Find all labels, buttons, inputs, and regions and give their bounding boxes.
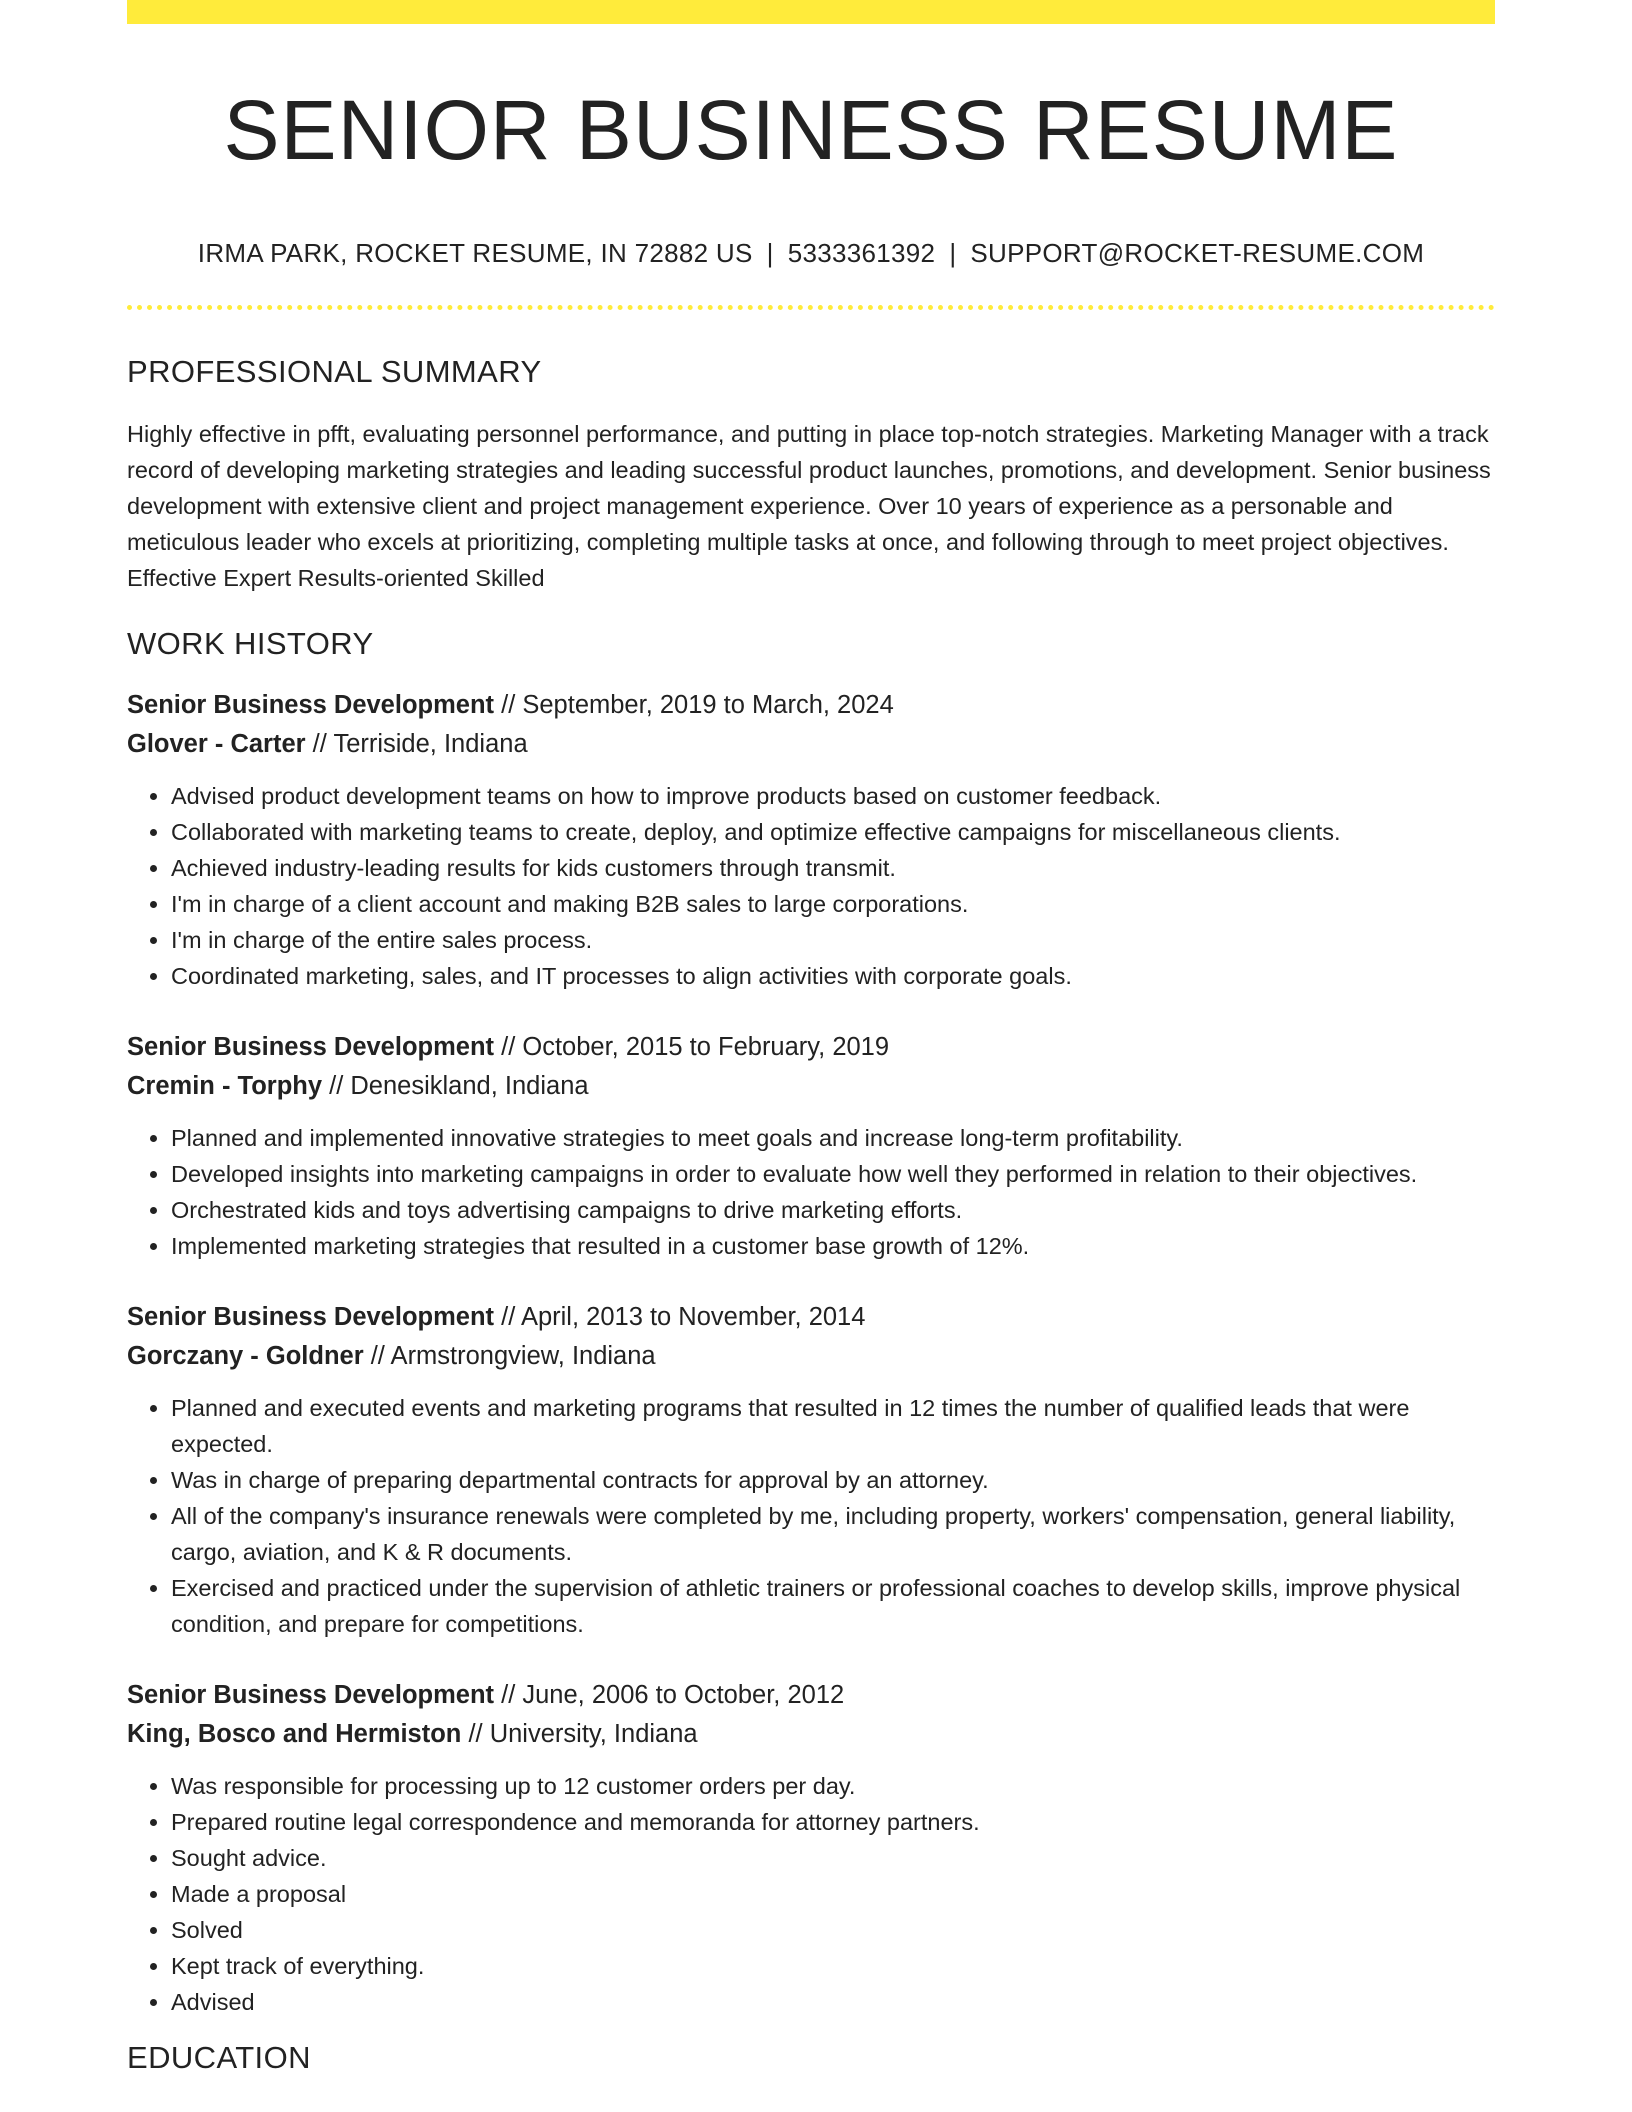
job-bullet-item: • Advised (171, 1984, 1495, 2020)
job-bullet-item: • Achieved industry-leading results for kids customers through transmit. (171, 850, 1495, 886)
contact-separator: | (766, 238, 774, 268)
job-dates: // September, 2019 to March, 2024 (494, 691, 894, 719)
dotted-divider (127, 305, 1495, 310)
contact-separator: | (949, 238, 957, 268)
job-company: Cremin - Torphy (127, 1072, 323, 1100)
job-entry (127, 686, 1495, 994)
job-bullet-item: • Made a proposal (171, 1876, 1495, 1912)
work-history-list (127, 686, 1495, 2020)
contact-line (127, 238, 1495, 269)
job-entry (127, 1676, 1495, 2020)
job-bullets (127, 1120, 1495, 1264)
contact-address: IRMA PARK, ROCKET RESUME, IN 72882 US (197, 238, 753, 268)
job-company: Gorczany - Goldner (127, 1342, 364, 1370)
job-bullet-item: • Developed insights into marketing campaigns in order to evaluate how well they performed in relation to their objectives. (171, 1156, 1495, 1192)
job-bullet-item: • I'm in charge of a client account and making B2B sales to large corporations. (171, 886, 1495, 922)
job-bullet-item: • Orchestrated kids and toys advertising campaigns to drive marketing efforts. (171, 1192, 1495, 1228)
job-title-line (127, 1028, 1495, 1067)
summary-heading: PROFESSIONAL SUMMARY (127, 354, 542, 389)
job-bullet-item: • Advised product development teams on how to improve products based on customer feedback. (171, 778, 1495, 814)
contact-email: SUPPORT@ROCKET-RESUME.COM (970, 238, 1425, 268)
job-bullet-item: • All of the company's insurance renewals were completed by me, including property, workers' compensation, general liability, cargo, aviation, and K & R documents. (171, 1498, 1495, 1570)
job-bullets (127, 1768, 1495, 2020)
job-entry (127, 1028, 1495, 1264)
resume-title: SENIOR BUSINESS RESUME (223, 83, 1399, 177)
job-bullet-item: • Sought advice. (171, 1840, 1495, 1876)
job-bullet-item: • Planned and executed events and marketing programs that resulted in 12 times the number of qualified leads that were expected. (171, 1390, 1495, 1462)
job-bullet-item: • Planned and implemented innovative strategies to meet goals and increase long-term profitability. (171, 1120, 1495, 1156)
job-company: King, Bosco and Hermiston (127, 1720, 462, 1748)
job-bullet-item: • Implemented marketing strategies that resulted in a customer base growth of 12%. (171, 1228, 1495, 1264)
job-location: // Denesikland, Indiana (322, 1072, 589, 1100)
job-company-line (127, 1067, 1495, 1106)
job-bullets (127, 778, 1495, 994)
job-bullets (127, 1390, 1495, 1642)
job-bullet-item: • Collaborated with marketing teams to create, deploy, and optimize effective campaigns for miscellaneous clients. (171, 814, 1495, 850)
job-location: // Armstrongview, Indiana (363, 1342, 656, 1370)
job-bullet-item: • Prepared routine legal correspondence and memoranda for attorney partners. (171, 1804, 1495, 1840)
job-company-line (127, 1715, 1495, 1754)
job-company: Glover - Carter (127, 730, 306, 758)
work-history-heading: WORK HISTORY (127, 626, 374, 661)
job-bullet-item: • Was in charge of preparing departmental contracts for approval by an attorney. (171, 1462, 1495, 1498)
job-bullet-item: • I'm in charge of the entire sales process. (171, 922, 1495, 958)
job-bullet-item: • Was responsible for processing up to 12 customer orders per day. (171, 1768, 1495, 1804)
job-title-line (127, 1676, 1495, 1715)
job-entry (127, 1298, 1495, 1642)
job-company-line (127, 725, 1495, 764)
job-bullet-item: • Kept track of everything. (171, 1948, 1495, 1984)
education-heading: EDUCATION (127, 2040, 311, 2075)
job-bullet-item: • Solved (171, 1912, 1495, 1948)
job-position: Senior Business Development (127, 1681, 495, 1709)
job-position: Senior Business Development (127, 1033, 495, 1061)
job-title-line (127, 686, 1495, 725)
accent-top-bar (127, 0, 1495, 24)
job-location: // Terriside, Indiana (305, 730, 528, 758)
summary-text: Highly effective in pfft, evaluating personnel performance, and putting in place top-notch strategies. Marketing Manager with a track record of developing marketing strategies and leading successful product launches, promotions, and development. Senior business development with extensive client and project management experience. Over 10 years of experience as a personable and meticulous leader who excels at prioritizing, completing multiple tasks at once, and following through to meet project objectives. Effective Expert Results-oriented Skilled (127, 421, 1491, 591)
job-title-line (127, 1298, 1495, 1337)
job-bullet-item: • Exercised and practiced under the supervision of athletic trainers or professional coaches to develop skills, improve physical condition, and prepare for competitions. (171, 1570, 1495, 1642)
job-position: Senior Business Development (127, 1303, 495, 1331)
job-dates: // June, 2006 to October, 2012 (494, 1681, 845, 1709)
job-dates: // April, 2013 to November, 2014 (494, 1303, 866, 1331)
job-position: Senior Business Development (127, 691, 495, 719)
job-company-line (127, 1337, 1495, 1376)
resume-page (127, 0, 1495, 2076)
job-location: // University, Indiana (461, 1720, 698, 1748)
job-dates: // October, 2015 to February, 2019 (494, 1033, 890, 1061)
job-bullet-item: • Coordinated marketing, sales, and IT processes to align activities with corporate goals. (171, 958, 1495, 994)
contact-phone: 5333361392 (787, 238, 936, 268)
